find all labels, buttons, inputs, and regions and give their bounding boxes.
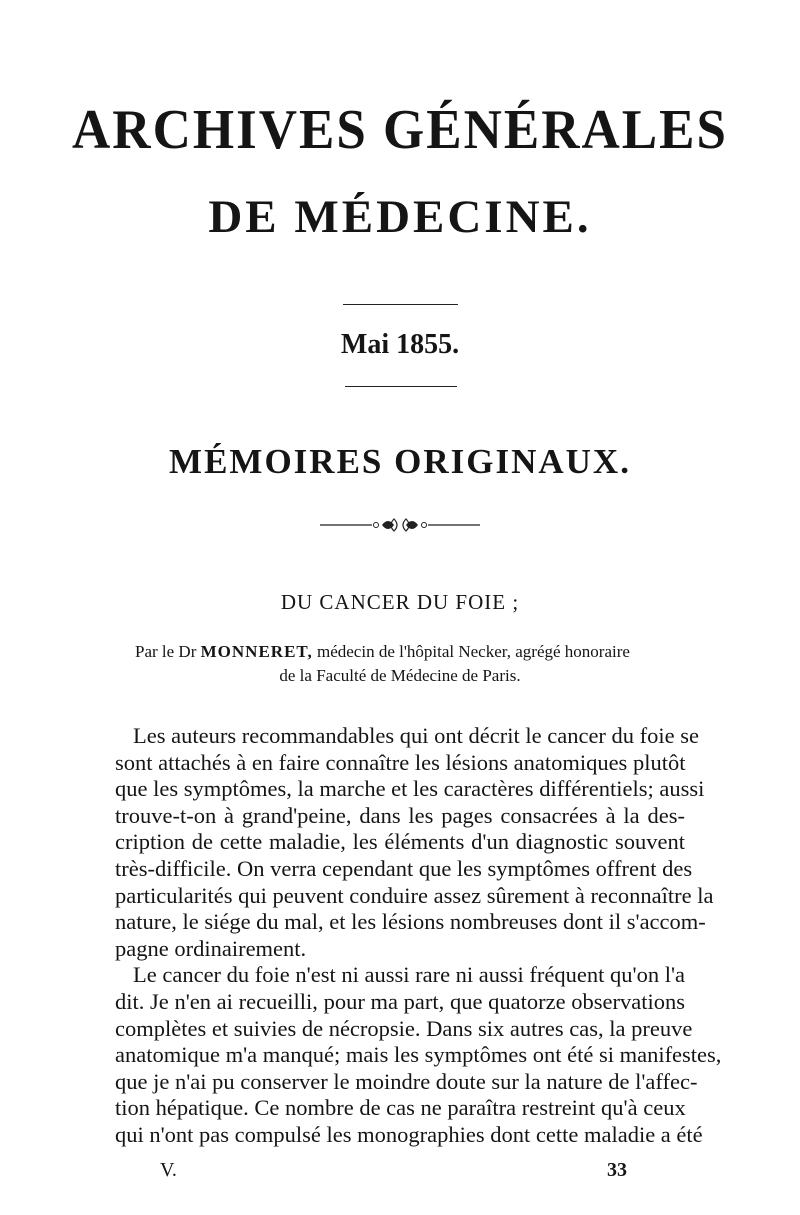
article-body [115,723,722,1149]
body-line: sont attachés à en faire connaître les lésions anatomiques plutôt [115,749,686,775]
signature-mark: V. [160,1159,177,1181]
journal-title-line2: DE MÉDECINE. [208,191,592,243]
page-number: 33 [607,1159,627,1181]
body-line: Le cancer du foie n'est ni aussi rare ni aussi fréquent qu'on l'a [133,962,685,988]
body-line: trouve-t-on à grand'peine, dans les pages consacrées à la des- [115,802,685,828]
bottom-divider [345,386,457,387]
journal-title-line1: ARCHIVES GÉNÉRALES [72,99,728,161]
ornament-divider-icon [320,515,480,535]
body-line: Les auteurs recommandables qui ont décrit le cancer du foie se [133,723,700,748]
byline-prefix: Par le Dr [135,642,197,661]
top-divider [343,304,458,305]
byline [135,640,695,664]
section-heading: MÉMOIRES ORIGINAUX. [169,442,631,481]
body-line: très-difficile. On verra cependant que les symptômes offrent des [115,855,693,881]
article-title: DU CANCER DU FOIE ; [280,590,520,614]
body-line: cription de cette maladie, les éléments d'un diagnostic souvent [115,829,685,855]
body-line: dit. Je n'en ai recueilli, pour ma part, que quatorze observations [115,988,685,1014]
body-line: complètes et suivies de nécropsie. Dans six autres cas, la preuve [115,1015,693,1041]
body-line: pagne ordinairement. [115,935,307,961]
body-line: nature, le siége du mal, et les lésions nombreuses dont il s'accom- [115,909,706,935]
body-line: qui n'ont pas compulsé les monographies dont cette maladie a été [115,1121,703,1147]
body-line: particularités qui peuvent conduire assez sûrement à reconnaître la [115,882,714,908]
author-name: MONNERET, [200,642,313,661]
body-line: anatomique m'a manqué; mais les symptômes ont été si manifestes, [115,1042,722,1068]
body-line: que je n'ai pu conserver le moindre doute sur la nature de l'affec- [115,1068,698,1094]
byline-affiliation: médecin de l'hôpital Necker, agrégé honoraire [316,642,630,661]
issue-date: Mai 1855. [340,329,460,360]
body-line: que les symptômes, la marche et les caractères différentiels; aussi [115,776,705,802]
byline-faculty: de la Faculté de Médecine de Paris. [279,666,521,685]
body-line: tion hépatique. Ce nombre de cas ne paraîtra restreint qu'à ceux [115,1095,686,1121]
